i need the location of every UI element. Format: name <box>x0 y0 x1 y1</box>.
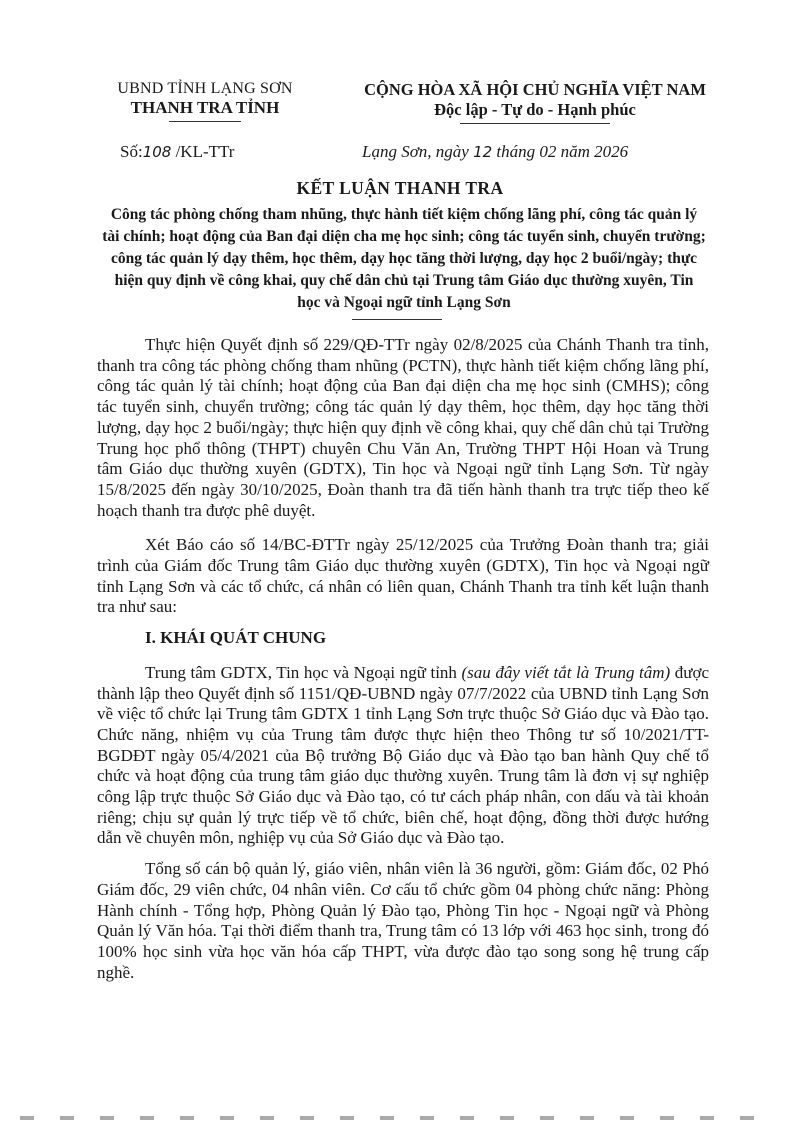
paragraph-decision: Thực hiện Quyết định số 229/QĐ-TTr ngày 02/8/2025 của Chánh Thanh tra tỉnh, thanh tra công tác phòng chống tham nhũng (PCTN), thực hành tiết kiệm chống lãng phí, công tác quản lý tài chính; hoạt động của Ban đại diện cha mẹ học sinh (CMHS); công tác tuyển sinh, chuyển trường; công tác quản lý dạy thêm, học thêm, dạy học tăng thời lượng, dạy học 2 buổi/ngày; thực hiện quy định về công khai, quy chế dân chủ tại Trường Trung học phổ thông (THPT) chuyên Chu Văn An, Trường THPT Hội Hoan và Trung tâm Giáo dục thường xuyên (GDTX), Tin học và Ngoại ngữ tỉnh Lạng Sơn. Từ ngày 15/8/2025 đến ngày 30/10/2025, Đoàn thanh tra đã tiến hành thanh tra trực tiếp theo kế hoạch thanh tra được phê duyệt. <box>97 335 709 520</box>
date-day-handwritten: 12 <box>473 143 493 161</box>
place-date <box>362 142 628 162</box>
document-body <box>97 335 709 997</box>
overview-text-rest: được thành lập theo Quyết định số 1151/QĐ-UBND ngày 07/7/2022 của UBND tỉnh Lạng Sơn về việc tổ chức lại Trung tâm GDTX 1 tỉnh Lạng Sơn trực thuộc Sở Giáo dục và Đào tạo. Chức năng, nhiệm vụ của Trung tâm được thực hiện theo Thông tư số 10/2021/TT-BGDĐT ngày 05/4/2021 của Bộ trưởng Bộ Giáo dục và Đào tạo ban hành Quy chế tổ chức và hoạt động của trung tâm giáo dục thường xuyên. Trung tâm là đơn vị sự nghiệp công lập trực thuộc Sở Giáo dục và Đào tạo, có tư cách pháp nhân, con dấu và tài khoản riêng; chịu sự quản lý trực tiếp về tổ chức, biên chế, hoạt động, đồng thời được hướng dẫn về chuyên môn, nghiệp vụ của Sở Giáo dục và Đào tạo. <box>97 662 709 848</box>
national-motto-block <box>325 80 745 124</box>
paragraph-overview <box>97 663 709 849</box>
document-subtitle: Công tác phòng chống tham nhũng, thực hành tiết kiệm chống lãng phí, công tác quản lý tài chính; hoạt động của Ban đại diện cha mẹ học sinh; công tác tuyển sinh, chuyển trường; công tác quản lý dạy thêm, học thêm, dạy học tăng thời lượng, dạy học 2 buổi/ngày; thực hiện quy định về công khai, quy chế dân chủ tại Trung tâm Giáo dục thường xuyên, Tin học và Ngoại ngữ tỉnh Lạng Sơn <box>102 206 706 311</box>
national-name: CỘNG HÒA XÃ HỘI CHỦ NGHĨA VIỆT NAM <box>364 80 706 99</box>
paragraph-report: Xét Báo cáo số 14/BC-ĐTTr ngày 25/12/2025 của Trưởng Đoàn thanh tra; giải trình của Giám đốc Trung tâm Giáo dục thường xuyên (GDTX), Tin học và Ngoại ngữ tỉnh Lạng Sơn và các tổ chức, cá nhân có liên quan, Chánh Thanh tra tỉnh kết luận thanh tra như sau: <box>97 535 709 617</box>
doc-number-suffix: /KL-TTr <box>175 142 235 161</box>
subtitle-underline <box>352 319 442 320</box>
agency-underline <box>169 121 241 122</box>
parent-agency: UBND TỈNH LẠNG SƠN <box>117 80 293 97</box>
motto-underline <box>460 123 610 124</box>
document-title: KẾT LUẬN THANH TRA <box>296 178 504 198</box>
issuing-agency: THANH TRA TỈNH <box>130 98 280 117</box>
issuing-agency-block <box>105 80 305 122</box>
date-place-prefix: Lạng Sơn, ngày <box>362 142 469 161</box>
doc-number-prefix: Số: <box>120 142 143 161</box>
scan-edge-artifact <box>20 1116 780 1120</box>
overview-text-start: Trung tâm GDTX, Tin học và Ngoại ngữ tỉnh <box>145 662 462 682</box>
overview-abbreviation-note: (sau đây viết tắt là Trung tâm) <box>461 662 671 682</box>
national-motto: Độc lập - Tự do - Hạnh phúc <box>434 100 636 119</box>
doc-number-handwritten: 108 <box>142 143 172 161</box>
section-heading: I. KHÁI QUÁT CHUNG <box>145 628 327 648</box>
date-month-year: tháng 02 năm 2026 <box>496 142 629 161</box>
document-number <box>120 142 234 162</box>
paragraph-staffing: Tổng số cán bộ quản lý, giáo viên, nhân viên là 36 người, gồm: Giám đốc, 02 Phó Giám đốc, 29 viên chức, 04 nhân viên. Cơ cấu tổ chức gồm 04 phòng chức năng: Phòng Hành chính - Tổng hợp, Phòng Quản lý Đào tạo, Phòng Tin học - Ngoại ngữ và Phòng Quản lý Văn hóa. Tại thời điểm thanh tra, Trung tâm có 13 lớp với 463 học sinh, trong đó 100% học sinh vừa học văn hóa cấp THPT, vừa được đào tạo song song hệ trung cấp nghề. <box>97 859 709 982</box>
